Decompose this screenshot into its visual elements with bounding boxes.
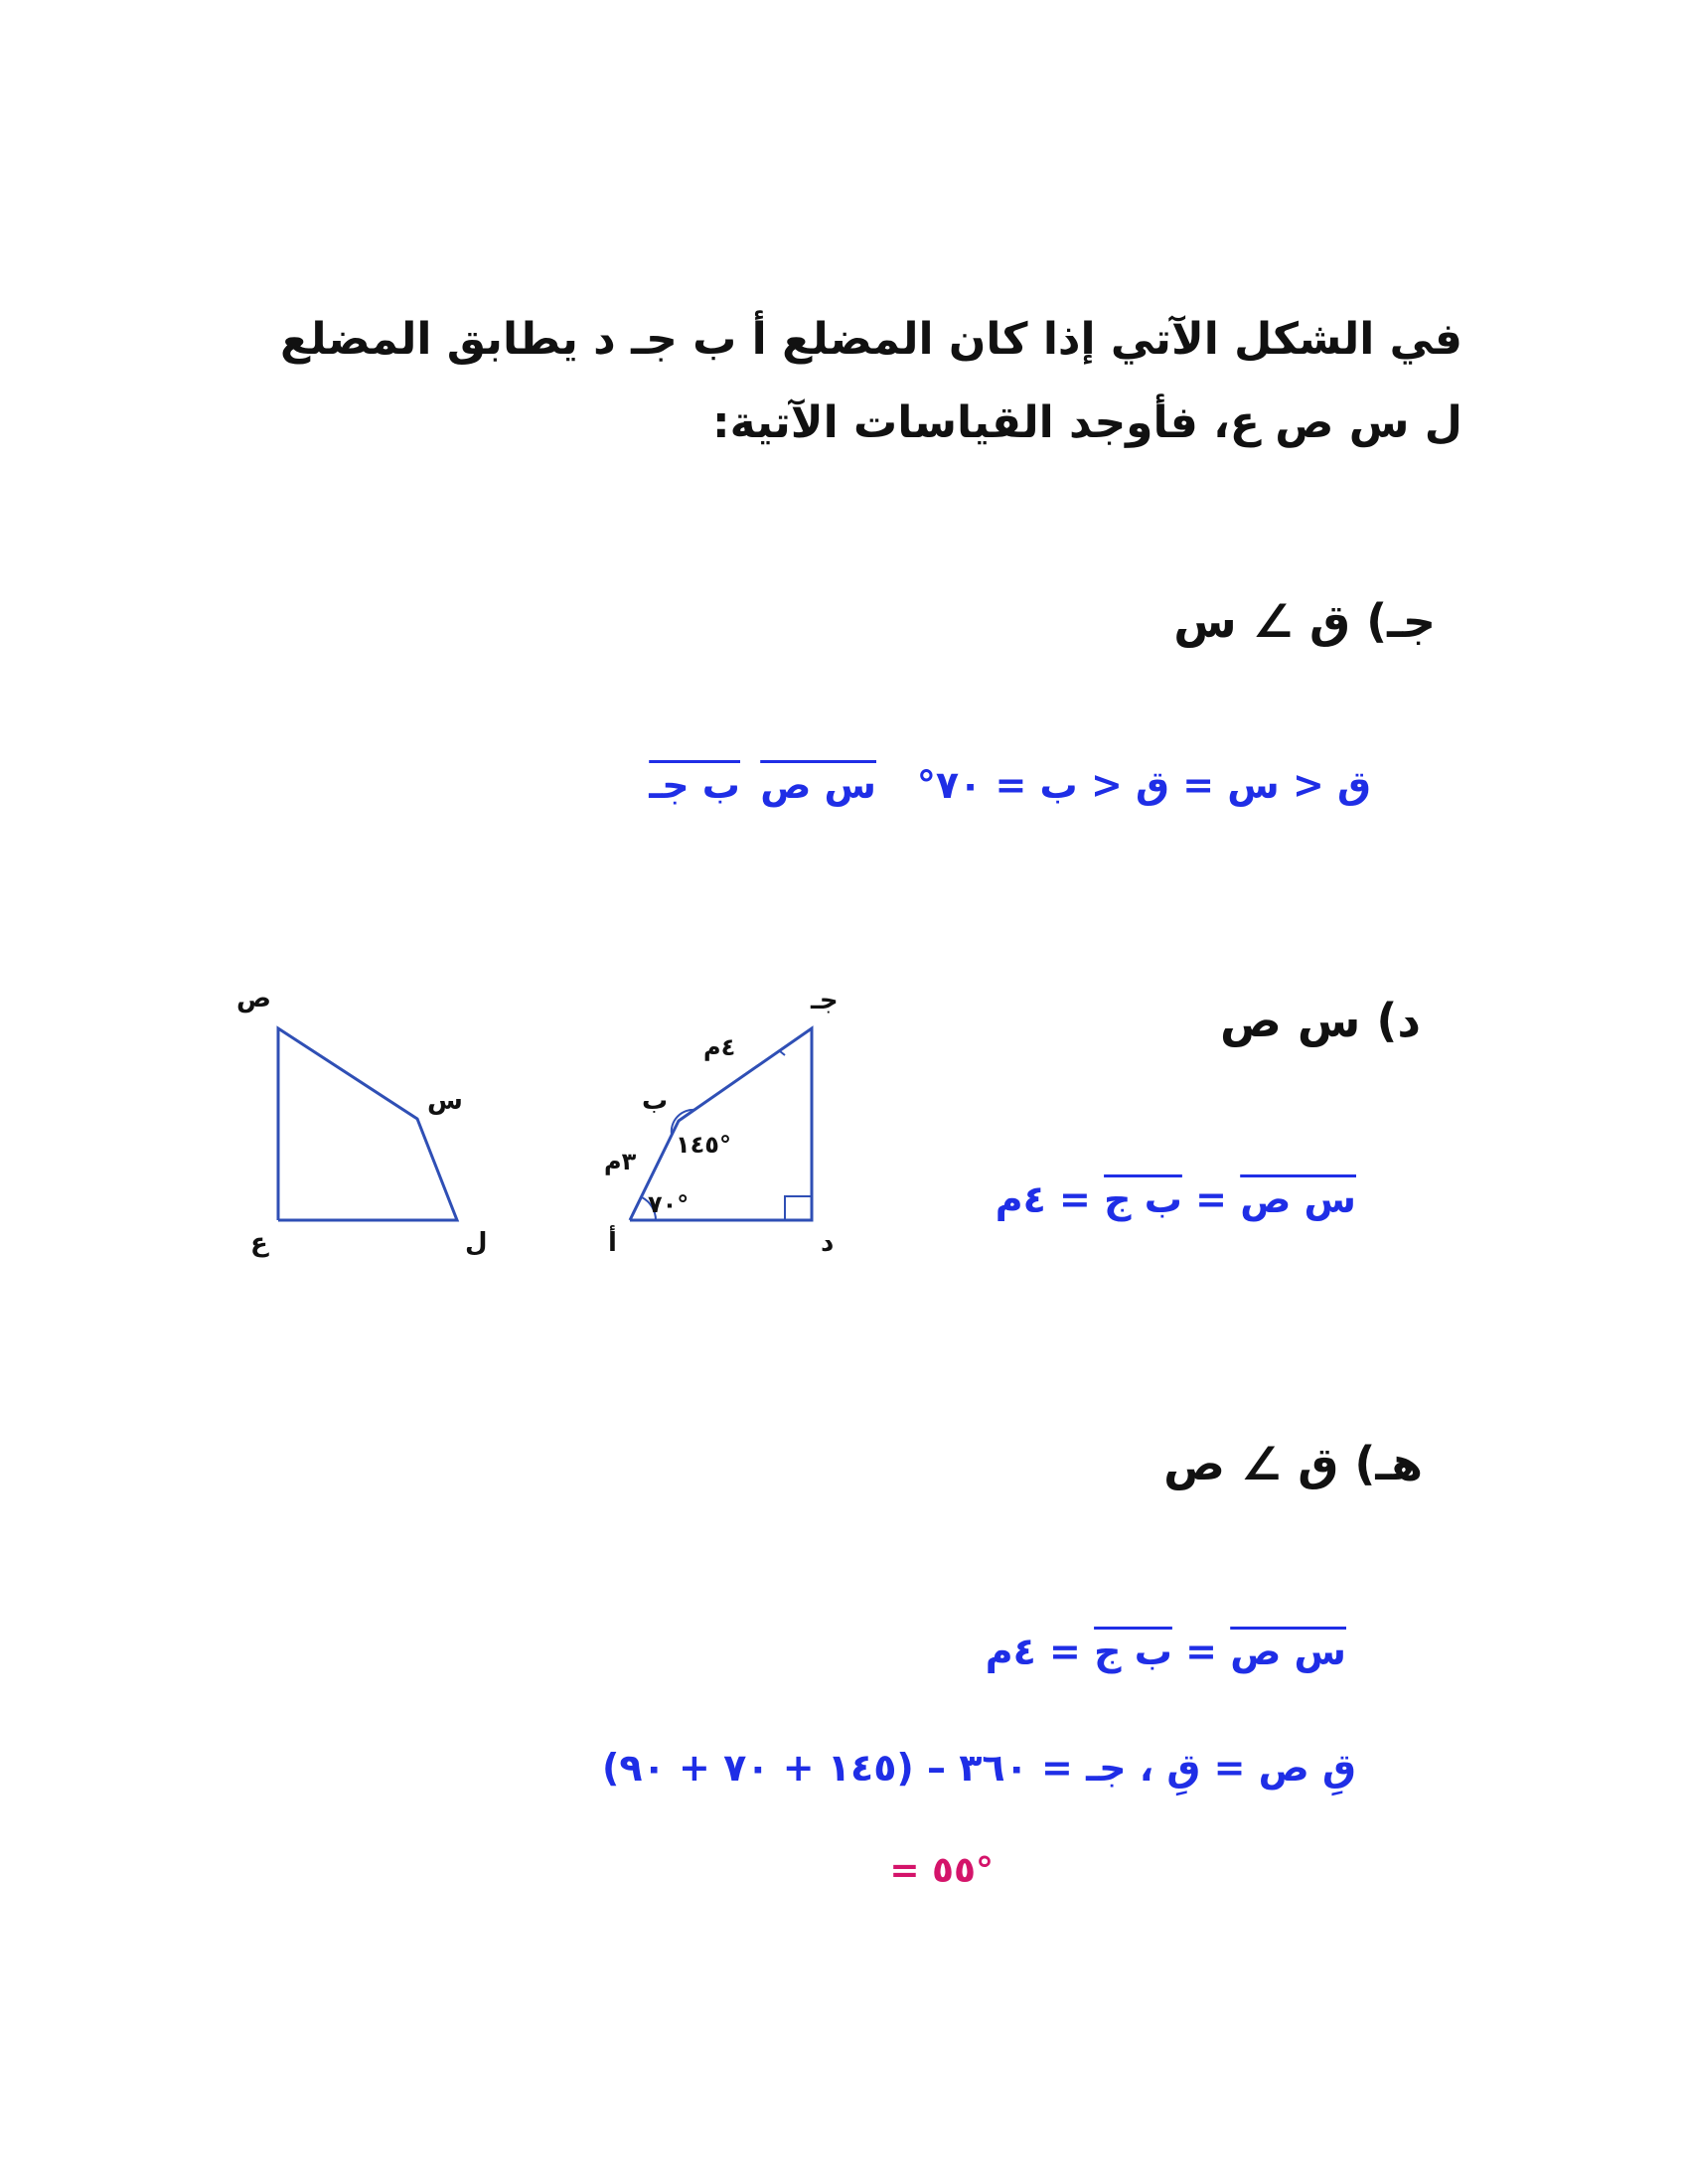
part-e-angle-computation: قِ ص = قِ ، جـ = ٣٦٠ – (١٤٥ + ٧٠ + ٩٠) [602,1746,1356,1790]
vertex-c-label: جـ [811,986,839,1015]
part-e-label: هـ) ق ∠ ص [1163,1437,1423,1490]
right-angle-mark [785,1196,812,1220]
side-bc-label: ٤م [703,1033,736,1061]
vertex-d-label: د [821,1228,835,1258]
vertex-b-label: ب [642,1086,669,1116]
part-d-answer [996,1177,1356,1221]
vertex-s-label: س [427,1086,463,1116]
equals-1: = [1181,1177,1241,1221]
vertex-e-label: ع [250,1228,268,1258]
equals-value: = ٤م [995,1177,1105,1221]
part-d-label: د) س ص [1219,994,1421,1047]
part-c-segment-sp: س ص [760,763,876,807]
equals-1: = [1171,1630,1231,1673]
part-e-answer [986,1630,1346,1673]
segment-sp: س ص [1240,1177,1356,1221]
segment-sp: س ص [1230,1630,1346,1673]
side-ab-label: ٣م [604,1148,637,1175]
vertex-a-label: أ [608,1228,617,1258]
part-e-result: = ٥٥° [889,1850,994,1891]
vertex-p-label: ص [236,984,271,1014]
angle-a-label: ٧٠° [648,1190,690,1218]
part-c-answer-angles: ق < س = ق < ب = ٧٠° [916,763,1371,807]
polygon-lspe-outline [278,1028,457,1220]
segment-bc: ب ج [1094,1630,1172,1673]
angle-b-label: ١٤٥° [676,1131,731,1159]
part-c-label: جـ) ق ∠ س [1173,594,1436,648]
problem-statement: في الشكل الآتي إذا كان المضلع أ ب جـ د يطابق المضلع ل س ص ع، فأوجد القياسات الآتية: [279,314,1462,448]
segment-bc: ب ج [1104,1177,1182,1221]
equals-value: = ٤م [985,1630,1095,1673]
vertex-l-label: ل [465,1228,488,1258]
part-c-segment-bc: ب جـ [649,763,740,807]
quadrilateral-lspe [278,1028,457,1220]
tick-bc [780,1051,785,1055]
